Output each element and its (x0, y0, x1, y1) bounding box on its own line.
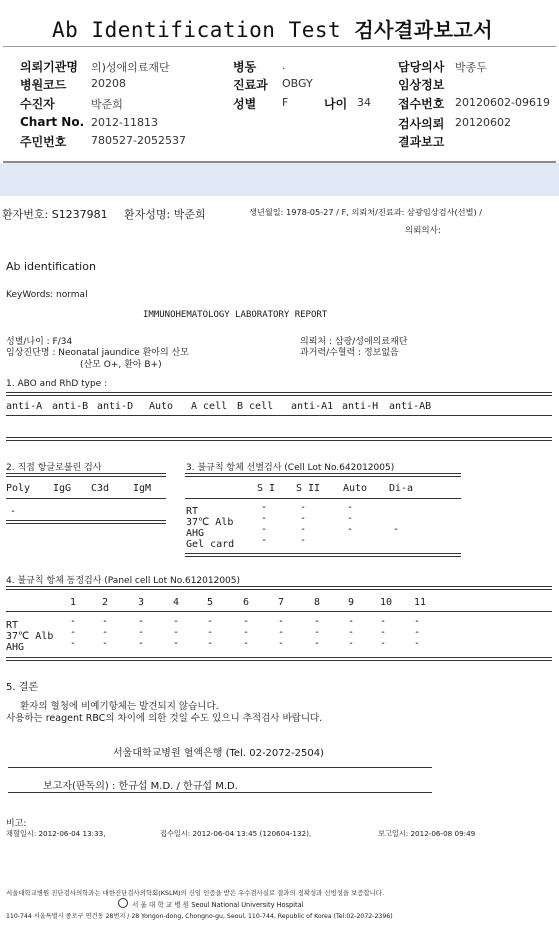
screen-cell: - (261, 535, 268, 546)
receipt-no-label: 접수번호 (398, 97, 445, 111)
test-request-value: 20120602 (455, 116, 511, 129)
screen-row-label: RT (186, 506, 199, 517)
ward-value: . (282, 59, 286, 72)
panel-cell: - (380, 638, 387, 649)
hospital-logo-icon (118, 898, 128, 908)
screen-cell: - (261, 513, 268, 524)
sex-age: 성별/나이 : F/34 (6, 337, 73, 347)
birth-info: 생년월일: 1978-05-27 / F, 의뢰처/진료과: 삼광임상검사(선별) / (249, 207, 483, 217)
abo-header-cell: anti-A (6, 401, 43, 412)
page-gap (0, 163, 559, 196)
panel-cell: - (138, 616, 145, 627)
footer-address: 110-744 서울특별시 종로구 연건동 28번지 / 28 Yongon-dong, Chongno-gu, Seoul, 110-744, Republic of Korea (Tel:02-2072-2396) (6, 913, 393, 920)
panel-cell: - (348, 627, 355, 638)
rrn-value: 780527-2052537 (91, 134, 186, 147)
title-divider (3, 46, 556, 47)
panel-cell: - (414, 638, 421, 649)
test-request-label: 검사의뢰 (398, 117, 445, 131)
panel-cell: - (314, 638, 321, 649)
panel-cell: - (314, 616, 321, 627)
screen-row-label: Gel card (186, 539, 235, 550)
panel-cell: - (207, 616, 214, 627)
sex-label: 성별 (233, 97, 257, 111)
section-title: Ab identification (6, 260, 96, 273)
doctor-label: 담당의사 (398, 60, 445, 74)
clinical-info-label: 임상정보 (398, 78, 445, 92)
screen-cell: - (347, 513, 354, 524)
dept-value: OBGY (282, 77, 313, 90)
panel-cell: - (102, 627, 109, 638)
keywords: KeyWords: normal (6, 290, 88, 300)
requesting-org-label: 의뢰기관명 (20, 60, 78, 74)
title-ko: 검사결과보고서 (354, 18, 494, 42)
screen-header-cell: S I (257, 483, 276, 494)
panel-cell: - (380, 627, 387, 638)
abo-mid-rule (6, 415, 552, 416)
reported-time: 보고일시: 2012-06-08 09:49 (378, 829, 476, 838)
dat-header-cell: IgM (133, 483, 152, 494)
requesting-org-value: 의)성애의료재단 (91, 61, 170, 74)
signature-top-rule (8, 767, 432, 768)
screen-mid-rule (185, 498, 461, 499)
panel-cell: - (102, 616, 109, 627)
dat-header-cell: C3d (91, 483, 110, 494)
sex-value: F (282, 96, 289, 109)
panel-cell: - (414, 627, 421, 638)
abo-title: 1. ABO and RhD type : (6, 379, 108, 389)
rrn-label: 주민번호 (20, 135, 67, 149)
screen-cell: - (393, 524, 400, 535)
footer-accreditation: 서울대학교병원 진단검사의학과는 대한진단검사의학회(KSLM)의 신임 인증을 받은 우수검사실로 결과의 정확성과 신빙성을 보증합니다. (6, 889, 385, 897)
panel-header-cell: 2 (102, 597, 109, 608)
dept-label: 진료과 (233, 78, 268, 92)
abo-bottom-rule (6, 437, 552, 441)
panel-cell: - (243, 627, 250, 638)
panel-cell: - (173, 627, 180, 638)
screen-header-cell: Di-a (389, 483, 414, 494)
panel-cell: - (207, 638, 214, 649)
screen-bottom-rule (185, 553, 461, 557)
panel-cell: - (348, 638, 355, 649)
panel-cell: - (380, 616, 387, 627)
footer-hospital: 서 울 대 학 교 병 원 Seoul National University Hospital (132, 901, 304, 909)
clinical-dx: 임상진단명 : Neonatal jaundice 환아의 산모 (6, 348, 189, 358)
screen-row-label: AHG (186, 528, 205, 539)
panel-header-cell: 4 (173, 597, 180, 608)
panel-cell: - (102, 638, 109, 649)
patient-no: 환자번호: S1237981 (2, 208, 108, 221)
panel-row-label: 37℃ Alb (6, 631, 54, 642)
screen-cell: - (300, 502, 307, 513)
panel-header-cell: 1 (70, 597, 77, 608)
panel-cell: - (70, 638, 77, 649)
age-label: 나이 (324, 97, 348, 111)
screen-row-label: 37℃ Alb (186, 517, 234, 528)
blood-bank: 서울대학교병원 혈액은행 (Tel. 02-2072-2504) (113, 748, 324, 759)
requester: 의뢰처 : 삼광/성애의료재단 (300, 337, 408, 347)
screen-title: 3. 불규칙 항체 선별검사 (Cell Lot No.642012005) (186, 463, 395, 473)
panel-cell: - (243, 616, 250, 627)
panel-cell: - (138, 627, 145, 638)
panel-cell: - (314, 627, 321, 638)
panel-header-cell: 9 (348, 597, 355, 608)
chart-no-value: 2012-11813 (91, 116, 158, 129)
panel-header-cell: 11 (414, 597, 427, 608)
panel-header-cell: 6 (243, 597, 250, 608)
panel-header-cell: 7 (278, 597, 285, 608)
abo-header-cell: anti-AB (389, 401, 432, 412)
report-header (0, 0, 559, 163)
screen-cell: - (300, 513, 307, 524)
collected-time: 채혈일시: 2012-06-04 13:33, (6, 829, 106, 838)
conclusion-title: 5. 결론 (6, 682, 39, 693)
doctor-value: 박종두 (455, 61, 487, 74)
panel-header-cell: 5 (207, 597, 214, 608)
dat-bottom-rule (6, 520, 166, 524)
transfusion-history: 과거력/수혈력 : 정보없음 (300, 348, 399, 358)
panel-title: 4. 불규칙 항체 동정검사 (Panel cell Lot No.612012005) (6, 576, 241, 586)
chart-no-label: Chart No. (20, 115, 85, 129)
screen-header-cell: S II (296, 483, 321, 494)
conclusion-line-2: 사용하는 reagent RBC의 차이에 의한 것일 수도 있으니 추적검사 바랍니다. (6, 713, 323, 724)
screen-cell: - (300, 524, 307, 535)
screen-cell: - (347, 502, 354, 513)
dat-value: - (10, 506, 17, 517)
ward-label: 병동 (233, 60, 257, 74)
screen-header-cell: Auto (343, 483, 368, 494)
abo-header-cell: B cell (237, 401, 274, 412)
panel-top-rule (6, 586, 552, 590)
panel-cell: - (70, 616, 77, 627)
abo-header-cell: A cell (191, 401, 228, 412)
recipient-value: 박준희 (91, 98, 123, 111)
signature-bottom-rule (8, 792, 432, 793)
title-en: Ab Identification Test (52, 18, 342, 42)
abo-header-cell: anti-H (342, 401, 379, 412)
dat-mid-rule (6, 498, 166, 499)
panel-cell: - (414, 616, 421, 627)
panel-cell: - (243, 638, 250, 649)
screen-top-rule (185, 473, 461, 477)
clinical-dx-note: (산모 O+, 환아 B+) (80, 360, 162, 370)
result-report-label: 결과보고 (398, 135, 445, 149)
patient-name: 환자성명: 박준희 (124, 208, 206, 221)
panel-row-label: AHG (6, 642, 25, 653)
dat-header-cell: IgG (53, 483, 72, 494)
requesting-doctor: 의뢰의사: (405, 226, 441, 236)
receipt-no-value: 20120602-09619 (455, 96, 550, 109)
recipient-label: 수진자 (20, 97, 55, 111)
panel-cell: - (173, 616, 180, 627)
panel-cell: - (278, 616, 285, 627)
report-title: IMMUNOHEMATOLOGY LABORATORY REPORT (143, 310, 328, 320)
scanned-report (0, 196, 559, 930)
panel-cell: - (348, 616, 355, 627)
reporter: 보고자(판독의) : 한규섭 M.D. / 한규섭 M.D. (43, 781, 238, 792)
screen-cell: - (261, 502, 268, 513)
panel-header-cell: 3 (138, 597, 145, 608)
hospital-code-label: 병원코드 (20, 78, 67, 92)
received-time: 접수일시: 2012-06-04 13:45 (120604-132), (160, 829, 312, 838)
hospital-code-value: 20208 (91, 77, 126, 90)
panel-mid-rule (6, 611, 552, 612)
panel-header-cell: 10 (380, 597, 393, 608)
panel-cell: - (278, 627, 285, 638)
abo-header-cell: anti-D (97, 401, 134, 412)
abo-top-rule (6, 392, 552, 396)
panel-row-label: RT (6, 620, 19, 631)
age-value: 34 (357, 96, 371, 109)
dat-header-cell: Poly (6, 483, 31, 494)
abo-header-cell: anti-A1 (291, 401, 334, 412)
conclusion-line-1: 환자의 혈청에 비예기항체는 발견되지 않습니다. (20, 701, 219, 712)
abo-header-cell: anti-B (52, 401, 89, 412)
panel-cell: - (70, 627, 77, 638)
screen-cell: - (347, 524, 354, 535)
remarks-label: 비고: (6, 819, 27, 829)
report-title (52, 14, 493, 43)
abo-header-cell: Auto (149, 401, 174, 412)
panel-header-cell: 8 (314, 597, 321, 608)
panel-cell: - (207, 627, 214, 638)
panel-cell: - (173, 638, 180, 649)
dat-title: 2. 직접 항글로불린 검사 (6, 463, 102, 473)
screen-cell: - (261, 524, 268, 535)
panel-bottom-rule (6, 657, 552, 661)
dat-top-rule (6, 473, 166, 477)
panel-cell: - (278, 638, 285, 649)
panel-cell: - (138, 638, 145, 649)
screen-cell: - (300, 535, 307, 546)
